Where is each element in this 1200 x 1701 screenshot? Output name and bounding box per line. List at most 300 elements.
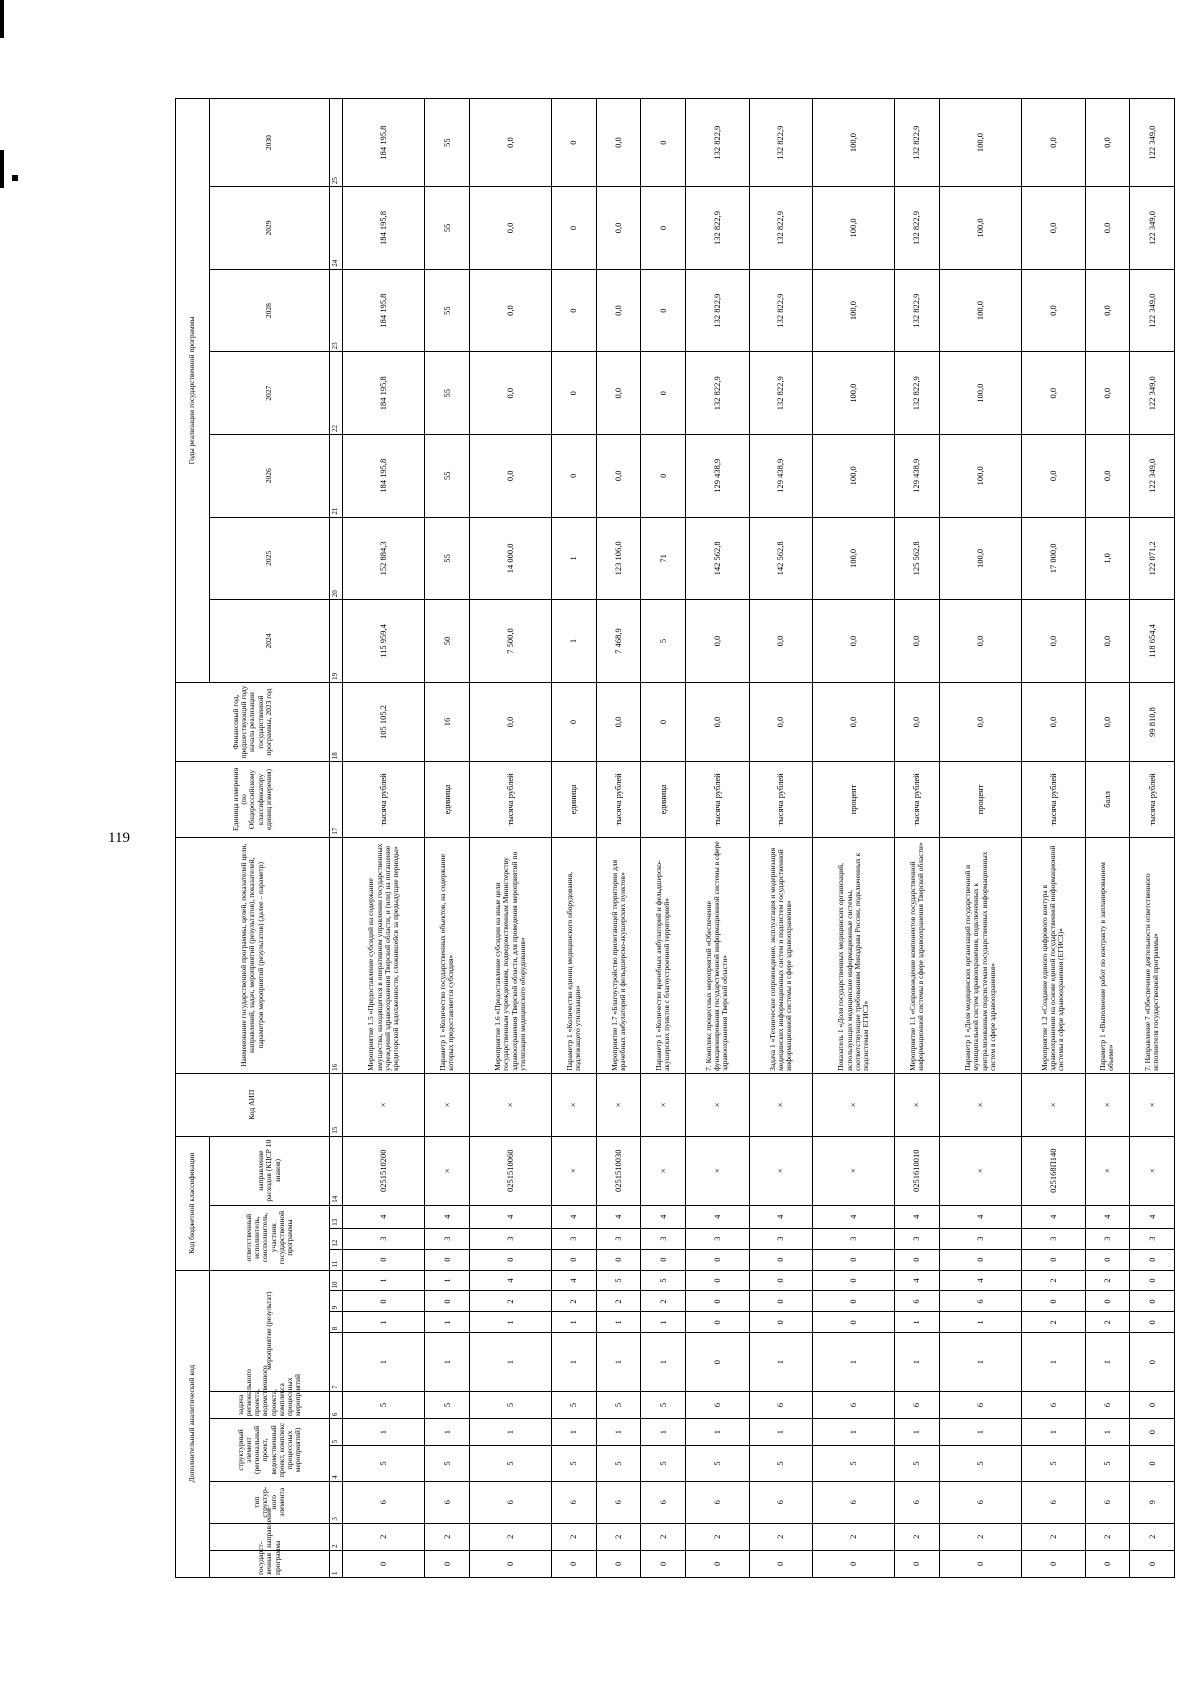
year-value: 132 822,9 (686, 352, 749, 435)
year-value: 0 (641, 352, 686, 435)
code-cell: 2 (812, 1523, 894, 1550)
base-year-value: 0,0 (686, 682, 749, 761)
page-number: 119 (108, 830, 130, 846)
aip-cell: × (425, 1073, 470, 1136)
scan-edge-mark (0, 0, 4, 38)
code-cell: 2 (1022, 1523, 1085, 1550)
year-value: 132 822,9 (749, 187, 812, 270)
table-row (749, 99, 812, 1578)
unit-cell: единица (552, 762, 597, 837)
header-year-4: 2028 (210, 269, 330, 352)
code-cell: 5 (343, 1391, 425, 1418)
code-cell: 6 (641, 1481, 686, 1523)
year-value: 0,0 (1022, 352, 1085, 435)
code-cell: 0 (749, 1312, 812, 1333)
column-number: 6 (330, 1391, 343, 1418)
column-number: 21 (330, 434, 343, 517)
aip-cell: × (686, 1073, 749, 1136)
year-value: 129 438,9 (895, 434, 940, 517)
year-value: 132 822,9 (749, 269, 812, 352)
code-cell: 5 (1085, 1446, 1130, 1482)
year-value: 132 822,9 (686, 99, 749, 187)
year-value: 122 071,2 (1130, 517, 1175, 600)
base-year-value: 0,0 (939, 682, 1021, 761)
header-expense: направление расходов (КЦСР 10 знаков) (210, 1136, 330, 1205)
header-year-6: 2030 (210, 99, 330, 187)
code-cell: 5 (596, 1270, 641, 1291)
column-number: 11 (330, 1249, 343, 1270)
code-cell: 4 (469, 1205, 551, 1228)
year-value: 132 822,9 (749, 99, 812, 187)
year-value: 0,0 (1022, 187, 1085, 270)
expense-code-cell: × (812, 1136, 894, 1205)
column-number: 16 (330, 837, 343, 1073)
code-cell: 3 (686, 1228, 749, 1249)
code-cell: 1 (469, 1419, 551, 1446)
code-cell: 2 (1130, 1523, 1175, 1550)
year-value: 115 959,4 (343, 600, 425, 683)
code-cell: 3 (596, 1228, 641, 1249)
year-value: 122 349,0 (1130, 99, 1175, 187)
year-value: 0 (641, 99, 686, 187)
year-value: 0 (641, 187, 686, 270)
code-cell: 1 (343, 1419, 425, 1446)
code-cell: 0 (552, 1249, 597, 1270)
code-cell: 1 (939, 1333, 1021, 1392)
year-value: 142 562,8 (686, 517, 749, 600)
name-cell: Параметр 1 «Количество единиц медицинского оборудования, подлежащего утилизации» (552, 837, 597, 1073)
year-value: 0,0 (1085, 99, 1130, 187)
code-cell: 0 (343, 1249, 425, 1270)
name-cell: Мероприятие 1.1 «Сопровождение компонентов государственной информационной системы в сфере здравоохранения Тверской области» (895, 837, 940, 1073)
code-cell: 0 (1130, 1550, 1175, 1577)
code-cell: 5 (596, 1391, 641, 1418)
expense-code-cell: 025168П140 (1022, 1136, 1085, 1205)
code-cell: 2 (749, 1523, 812, 1550)
code-cell: 2 (1022, 1312, 1085, 1333)
code-cell: 6 (895, 1481, 940, 1523)
header-task: задача регионального проекта, ведомственного проекта, комплекса процессных мероприятий (210, 1391, 330, 1418)
year-value: 1 (552, 600, 597, 683)
table-row (1130, 99, 1175, 1578)
base-year-value: 105 105,2 (343, 682, 425, 761)
code-cell: 4 (812, 1205, 894, 1228)
year-value: 142 562,8 (749, 517, 812, 600)
aip-cell: × (1022, 1073, 1085, 1136)
table-row (939, 99, 1021, 1578)
header-analytic-code: Дополнительный аналитический код (176, 1270, 210, 1577)
header-year-0: 2024 (210, 600, 330, 683)
code-cell: 0 (749, 1249, 812, 1270)
code-cell: 2 (1085, 1270, 1130, 1291)
year-value: 184 195,8 (343, 187, 425, 270)
code-cell: 3 (641, 1228, 686, 1249)
unit-cell: тысяча рублей (895, 762, 940, 837)
aip-cell: × (749, 1073, 812, 1136)
rotated-table-container (175, 98, 1175, 1578)
code-cell: 6 (812, 1481, 894, 1523)
code-cell: 1 (895, 1312, 940, 1333)
code-cell: 6 (686, 1391, 749, 1418)
year-value: 0,0 (1085, 187, 1130, 270)
year-value: 0,0 (686, 600, 749, 683)
code-cell: 0 (686, 1291, 749, 1312)
code-cell: 0 (1085, 1249, 1130, 1270)
year-value: 0,0 (596, 352, 641, 435)
expense-code-cell: × (552, 1136, 597, 1205)
code-cell: 0 (1130, 1333, 1175, 1392)
code-cell: 2 (596, 1523, 641, 1550)
code-cell: 1 (425, 1270, 470, 1291)
code-cell: 1 (596, 1312, 641, 1333)
code-cell: 3 (1022, 1228, 1085, 1249)
base-year-value: 0,0 (749, 682, 812, 761)
year-value: 0 (641, 434, 686, 517)
code-cell: 2 (686, 1523, 749, 1550)
year-value: 122 349,0 (1130, 187, 1175, 270)
header-executor: ответственный исполнитель, соисполнитель, участник государственной программы (210, 1205, 330, 1270)
year-value: 0,0 (1022, 269, 1085, 352)
code-cell: 0 (812, 1270, 894, 1291)
code-cell: 4 (552, 1205, 597, 1228)
code-cell: 3 (812, 1228, 894, 1249)
year-value: 100,0 (939, 352, 1021, 435)
code-cell: 5 (425, 1446, 470, 1482)
code-cell: 1 (1085, 1419, 1130, 1446)
code-cell: 0 (469, 1249, 551, 1270)
table-row (812, 99, 894, 1578)
code-cell: 1 (1022, 1419, 1085, 1446)
column-number: 24 (330, 187, 343, 270)
code-cell: 2 (596, 1291, 641, 1312)
name-cell: Параметр 1 «Количество врачебных амбулаторий и фельдшерско-акушерских пунктов с благоустроенной территорией» (641, 837, 686, 1073)
base-year-value: 0,0 (1022, 682, 1085, 761)
code-cell: 5 (596, 1446, 641, 1482)
code-cell: 4 (686, 1205, 749, 1228)
code-cell: 0 (686, 1249, 749, 1270)
year-value: 132 822,9 (895, 99, 940, 187)
aip-cell: × (895, 1073, 940, 1136)
header-year-3: 2027 (210, 352, 330, 435)
year-value: 7 500,0 (469, 600, 551, 683)
code-cell: 4 (1022, 1205, 1085, 1228)
code-cell: 0 (895, 1550, 940, 1577)
code-cell: 0 (1130, 1249, 1175, 1270)
year-value: 0,0 (1085, 600, 1130, 683)
code-cell: 1 (552, 1312, 597, 1333)
header-years: Годы реализации государственной программы (176, 99, 210, 683)
code-cell: 6 (749, 1391, 812, 1418)
name-cell: Параметр 1 «Доля медицинских организаций государственной и муниципальной систем здравоохранения, подключенных к централизованным подсистемам государственных информационных систем в сфере здравоохранения» (939, 837, 1021, 1073)
table-row (596, 99, 641, 1578)
column-number: 20 (330, 517, 343, 600)
column-number: 7 (330, 1333, 343, 1392)
code-cell: 4 (1085, 1205, 1130, 1228)
year-value: 0 (552, 352, 597, 435)
header-base-year: Финансовый год, предшествующий году начала реализации государственной программы, 2023 год (176, 682, 330, 761)
column-number: 22 (330, 352, 343, 435)
column-number: 13 (330, 1205, 343, 1228)
code-cell: 0 (686, 1312, 749, 1333)
code-cell: 5 (812, 1446, 894, 1482)
expense-code-cell: × (686, 1136, 749, 1205)
header-year-1: 2025 (210, 517, 330, 600)
unit-cell: тысяча рублей (469, 762, 551, 837)
expense-code-cell: × (939, 1136, 1021, 1205)
code-cell: 1 (939, 1312, 1021, 1333)
code-cell: 1 (552, 1419, 597, 1446)
header-element-type: тип структур-ного элемента (210, 1481, 330, 1523)
year-value: 0,0 (1022, 600, 1085, 683)
code-cell: 0 (686, 1270, 749, 1291)
aip-cell: × (1085, 1073, 1130, 1136)
code-cell: 1 (749, 1333, 812, 1392)
year-value: 0 (641, 269, 686, 352)
year-value: 0,0 (1085, 434, 1130, 517)
year-value: 0,0 (469, 434, 551, 517)
aip-cell: × (469, 1073, 551, 1136)
code-cell: 1 (596, 1333, 641, 1392)
code-cell: 1 (425, 1419, 470, 1446)
aip-cell: × (552, 1073, 597, 1136)
scan-edge-mark (12, 175, 18, 181)
code-cell: 0 (1022, 1291, 1085, 1312)
code-cell: 4 (895, 1270, 940, 1291)
year-value: 100,0 (939, 187, 1021, 270)
expense-code-cell: 0251510030 (596, 1136, 641, 1205)
base-year-value: 0 (641, 682, 686, 761)
column-number: 9 (330, 1291, 343, 1312)
aip-cell: × (812, 1073, 894, 1136)
code-cell: 6 (1085, 1481, 1130, 1523)
year-value: 129 438,9 (686, 434, 749, 517)
code-cell: 0 (469, 1550, 551, 1577)
column-number: 17 (330, 762, 343, 837)
code-cell: 1 (343, 1312, 425, 1333)
year-value: 122 349,0 (1130, 269, 1175, 352)
year-value: 7 468,9 (596, 600, 641, 683)
code-cell: 0 (641, 1550, 686, 1577)
table-body (330, 99, 1175, 1578)
year-value: 50 (425, 600, 470, 683)
unit-cell: тысяча рублей (686, 762, 749, 837)
unit-cell: тысяча рублей (596, 762, 641, 837)
code-cell: 0 (686, 1333, 749, 1392)
code-cell: 6 (1085, 1391, 1130, 1418)
code-cell: 1 (425, 1312, 470, 1333)
code-cell: 3 (1085, 1228, 1130, 1249)
name-cell: Мероприятие 1.7 «Благоустройство прилегающей территории для врачебных амбулаторий и фельдшерско-акушерских пунктов» (596, 837, 641, 1073)
code-cell: 0 (939, 1550, 1021, 1577)
code-cell: 1 (641, 1312, 686, 1333)
year-value: 100,0 (939, 269, 1021, 352)
year-value: 0,0 (469, 352, 551, 435)
code-cell: 1 (939, 1419, 1021, 1446)
code-cell: 0 (596, 1249, 641, 1270)
code-cell: 1 (641, 1333, 686, 1392)
year-value: 100,0 (939, 99, 1021, 187)
code-cell: 6 (469, 1481, 551, 1523)
code-cell: 0 (749, 1291, 812, 1312)
code-cell: 6 (895, 1391, 940, 1418)
year-value: 0,0 (596, 187, 641, 270)
code-cell: 0 (812, 1249, 894, 1270)
code-cell: 5 (552, 1391, 597, 1418)
code-cell: 0 (641, 1249, 686, 1270)
code-cell: 5 (641, 1391, 686, 1418)
unit-cell: тысяча рублей (1130, 762, 1175, 837)
column-number-row (330, 99, 343, 1578)
year-value: 100,0 (812, 352, 894, 435)
code-cell: 4 (469, 1270, 551, 1291)
year-value: 100,0 (812, 517, 894, 600)
aip-cell: × (1130, 1073, 1175, 1136)
year-value: 0,0 (596, 434, 641, 517)
code-cell: 3 (552, 1228, 597, 1249)
code-cell: 6 (1022, 1481, 1085, 1523)
year-value: 17 000,0 (1022, 517, 1085, 600)
year-value: 125 562,8 (895, 517, 940, 600)
code-cell: 2 (1085, 1523, 1130, 1550)
table-row (552, 99, 597, 1578)
expense-code-cell: × (1085, 1136, 1130, 1205)
year-value: 132 822,9 (895, 269, 940, 352)
year-value: 0,0 (469, 187, 551, 270)
year-value: 0,0 (596, 99, 641, 187)
table-row (895, 99, 940, 1578)
code-cell: 0 (1022, 1550, 1085, 1577)
name-cell: Параметр 1 «Количество государственных объектов, на содержание которых предоставляется субсидия» (425, 837, 470, 1073)
year-value: 0 (552, 187, 597, 270)
header-year-2: 2026 (210, 434, 330, 517)
code-cell: 2 (552, 1523, 597, 1550)
code-cell: 6 (552, 1481, 597, 1523)
header-program: государст-венная программа (210, 1550, 330, 1577)
code-cell: 0 (1130, 1291, 1175, 1312)
code-cell: 6 (895, 1291, 940, 1312)
code-cell: 0 (343, 1550, 425, 1577)
expense-code-cell: × (641, 1136, 686, 1205)
code-cell: 5 (939, 1446, 1021, 1482)
base-year-value: 0,0 (895, 682, 940, 761)
code-cell: 1 (552, 1333, 597, 1392)
header-name: Наименование государственной программы, целей, показателей цели, направлений, задач, мероприятий (результатов), показателей, параметров мероприятий (результатов) (далее – параметр) (176, 837, 330, 1073)
year-value: 55 (425, 269, 470, 352)
year-value: 132 822,9 (895, 187, 940, 270)
unit-cell: единица (641, 762, 686, 837)
year-value: 100,0 (812, 434, 894, 517)
column-number: 3 (330, 1481, 343, 1523)
code-cell: 5 (1022, 1446, 1085, 1482)
unit-cell: тысяча рублей (1022, 762, 1085, 837)
code-cell: 0 (812, 1312, 894, 1333)
code-cell: 4 (596, 1205, 641, 1228)
code-cell: 2 (469, 1523, 551, 1550)
code-cell: 0 (749, 1270, 812, 1291)
code-cell: 2 (641, 1523, 686, 1550)
column-number: 18 (330, 682, 343, 761)
table-row (343, 99, 425, 1578)
code-cell: 1 (469, 1333, 551, 1392)
column-number: 8 (330, 1312, 343, 1333)
name-cell: Мероприятие 1.2 «Создание единого цифрового контура в здравоохранении на основе единой государственной информационной системы в сфере здравоохранения (ЕГИСЗ)» (1022, 837, 1085, 1073)
code-cell: 5 (469, 1391, 551, 1418)
year-value: 100,0 (812, 269, 894, 352)
code-cell: 1 (343, 1270, 425, 1291)
year-value: 55 (425, 517, 470, 600)
year-value: 0,0 (469, 99, 551, 187)
year-value: 0,0 (1022, 99, 1085, 187)
code-cell: 4 (425, 1205, 470, 1228)
table-row (686, 99, 749, 1578)
year-value: 71 (641, 517, 686, 600)
base-year-value: 0,0 (1085, 682, 1130, 761)
code-cell: 4 (939, 1270, 1021, 1291)
year-value: 55 (425, 187, 470, 270)
column-number: 14 (330, 1136, 343, 1205)
year-value: 184 195,8 (343, 352, 425, 435)
code-cell: 3 (749, 1228, 812, 1249)
code-cell: 5 (469, 1446, 551, 1482)
column-number: 12 (330, 1228, 343, 1249)
year-value: 0,0 (749, 600, 812, 683)
code-cell: 2 (425, 1523, 470, 1550)
unit-cell: тысяча рублей (343, 762, 425, 837)
year-value: 0 (552, 99, 597, 187)
code-cell: 6 (596, 1481, 641, 1523)
code-cell: 2 (939, 1523, 1021, 1550)
code-cell: 0 (343, 1291, 425, 1312)
code-cell: 0 (895, 1249, 940, 1270)
base-year-value: 0,0 (812, 682, 894, 761)
unit-cell: балл (1085, 762, 1130, 837)
code-cell: 1 (895, 1333, 940, 1392)
year-value: 122 349,0 (1130, 352, 1175, 435)
year-value: 132 822,9 (749, 352, 812, 435)
code-cell: 0 (425, 1291, 470, 1312)
code-cell: 0 (1130, 1270, 1175, 1291)
code-cell: 0 (749, 1550, 812, 1577)
name-cell: Задача 1 «Техническое сопровождение, эксплуатация и модернизация медицинских информационных систем и подсистем государственной информационной системы в сфере здравоохранения» (749, 837, 812, 1073)
year-value: 123 106,0 (596, 517, 641, 600)
code-cell: 1 (425, 1333, 470, 1392)
base-year-value: 0,0 (596, 682, 641, 761)
code-cell: 0 (1130, 1391, 1175, 1418)
code-cell: 1 (812, 1419, 894, 1446)
code-cell: 0 (812, 1550, 894, 1577)
column-number: 5 (330, 1419, 343, 1446)
base-year-value: 0,0 (469, 682, 551, 761)
name-cell: Показатель 1 «Доля государственных медицинских организаций, использующих медицинские информационные системы, соответствующие требованиям Минздрава России, подключенных к подсистемам ЕГИСЗ» (812, 837, 894, 1073)
year-value: 184 195,8 (343, 434, 425, 517)
column-number: 10 (330, 1270, 343, 1291)
base-year-value: 99 810,8 (1130, 682, 1175, 761)
year-value: 0,0 (895, 600, 940, 683)
code-cell: 6 (749, 1481, 812, 1523)
code-cell: 1 (812, 1333, 894, 1392)
year-value: 184 195,8 (343, 99, 425, 187)
code-cell: 0 (1085, 1550, 1130, 1577)
year-value: 14 000,0 (469, 517, 551, 600)
year-value: 132 822,9 (686, 269, 749, 352)
code-cell: 4 (343, 1205, 425, 1228)
aip-cell: × (343, 1073, 425, 1136)
code-cell: 1 (343, 1333, 425, 1392)
code-cell: 1 (596, 1419, 641, 1446)
code-cell: 6 (343, 1481, 425, 1523)
code-cell: 2 (641, 1291, 686, 1312)
code-cell: 4 (1130, 1205, 1175, 1228)
